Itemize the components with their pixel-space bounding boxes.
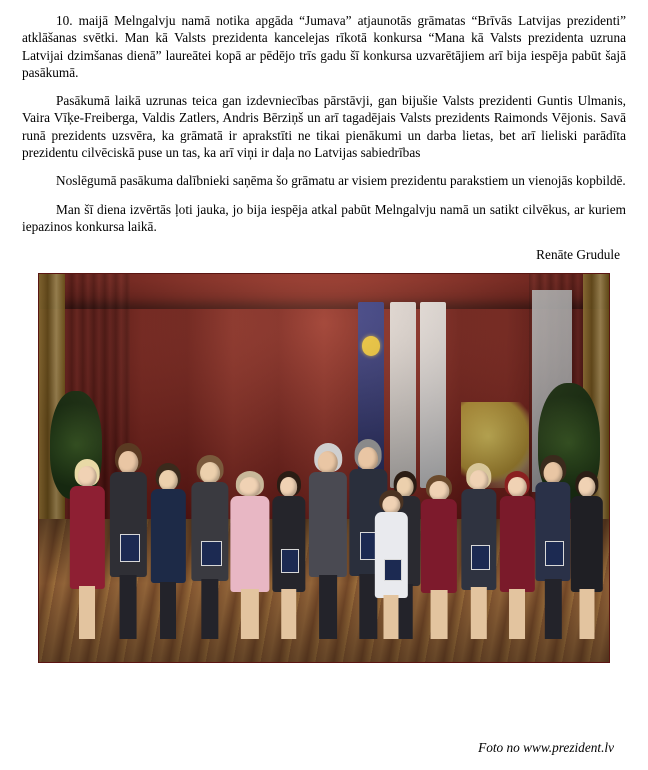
person-body bbox=[375, 512, 407, 598]
person-legs bbox=[431, 590, 448, 639]
person-legs bbox=[384, 595, 399, 639]
photo-person bbox=[227, 472, 273, 639]
photo-person bbox=[188, 457, 231, 639]
paragraph-4: Man šī diena izvērtās ļoti jauka, jo bija iespēja atkal pabūt Melngalvju namā un satikt cilvēkus, ar kuriem iepazinos konkursa laikā. bbox=[22, 201, 626, 234]
person-head bbox=[358, 447, 378, 471]
paragraph-2: Pasākumā laikā uzrunas teica gan izdevniecības pārstāvji, gan bijušie Valsts prezidenti Guntis Ulmanis, Vaira Vīķe-Freiberga, Valdis Zatlers, Andris Bērziņš un arī tagadējais Valsts prezidents Raimonds Vējonis. Savā runā prezidents uzsvēra, ka grāmatā ir aprakstīti ne tikai pienākumi un darba lietas, bet arī lieliski parādīta prezidentu cilvēciskā puse un tas, ka arī viņi ir daļa no Latvijas sabiedrības bbox=[22, 93, 626, 160]
person-legs bbox=[241, 589, 259, 639]
person-legs bbox=[160, 582, 176, 640]
person-body bbox=[272, 496, 305, 593]
person-body bbox=[461, 489, 496, 590]
photo-person bbox=[306, 445, 350, 639]
person-body bbox=[309, 472, 347, 577]
photo-container bbox=[22, 273, 626, 663]
person-body bbox=[500, 496, 534, 593]
person-legs bbox=[579, 589, 594, 639]
person-head bbox=[429, 481, 448, 501]
person-legs bbox=[79, 586, 95, 640]
person-legs bbox=[509, 589, 525, 639]
photo-person bbox=[68, 461, 108, 639]
person-legs bbox=[319, 575, 337, 639]
photo-people-group bbox=[39, 274, 609, 662]
person-body bbox=[70, 486, 104, 590]
photo-person bbox=[497, 472, 537, 639]
person-body bbox=[151, 489, 185, 583]
person-legs bbox=[120, 575, 137, 639]
person-legs bbox=[471, 587, 487, 639]
person-head bbox=[470, 470, 489, 491]
person-head bbox=[383, 496, 400, 514]
person-book bbox=[545, 541, 564, 567]
photo-person bbox=[107, 445, 149, 639]
photo-caption-url: www.prezident.lv bbox=[523, 740, 614, 755]
author-byline: Renāte Grudule bbox=[536, 247, 620, 263]
person-head bbox=[239, 477, 260, 497]
photo-person bbox=[269, 472, 308, 639]
photo-caption bbox=[478, 740, 614, 756]
person-legs bbox=[201, 579, 218, 639]
person-body bbox=[571, 496, 603, 593]
person-body bbox=[421, 499, 457, 594]
group-photo bbox=[38, 273, 610, 663]
photo-caption-prefix: Foto no bbox=[478, 740, 524, 755]
person-book bbox=[120, 534, 140, 561]
photo-person bbox=[459, 465, 500, 640]
person-head bbox=[544, 462, 563, 484]
person-legs bbox=[281, 589, 297, 639]
person-book bbox=[281, 549, 299, 573]
person-book bbox=[201, 541, 221, 567]
person-book bbox=[384, 559, 402, 580]
photo-person bbox=[418, 476, 460, 639]
paragraph-3: Noslēgumā pasākuma dalībnieki saņēma šo grāmatu ar visiem prezidentu parakstiem un vienojās kopbildē. bbox=[56, 173, 626, 189]
photo-person bbox=[568, 472, 606, 639]
photo-person bbox=[372, 492, 410, 639]
person-head bbox=[280, 477, 298, 497]
paragraph-1: 10. maijā Melngalvju namā notika apgāda “Jumava” atjaunotās grāmatas “Brīvās Latvijas prezidenti” atklāšanas svētki. Man kā Valsts prezidenta kancelejas rīkotā konkursa “Mana kā Valsts prezidenta uzruna Latvijai dzimšanas dienā” laureātei kopā ar pēdējo trīs gadu šī konkursa uzvarētājiem arī bija iespēja pabūt šajā pasākumā. bbox=[22, 13, 626, 80]
person-body bbox=[230, 496, 269, 593]
person-book bbox=[471, 545, 490, 570]
person-head bbox=[200, 462, 220, 484]
person-legs bbox=[545, 579, 561, 639]
photo-person bbox=[148, 465, 188, 640]
